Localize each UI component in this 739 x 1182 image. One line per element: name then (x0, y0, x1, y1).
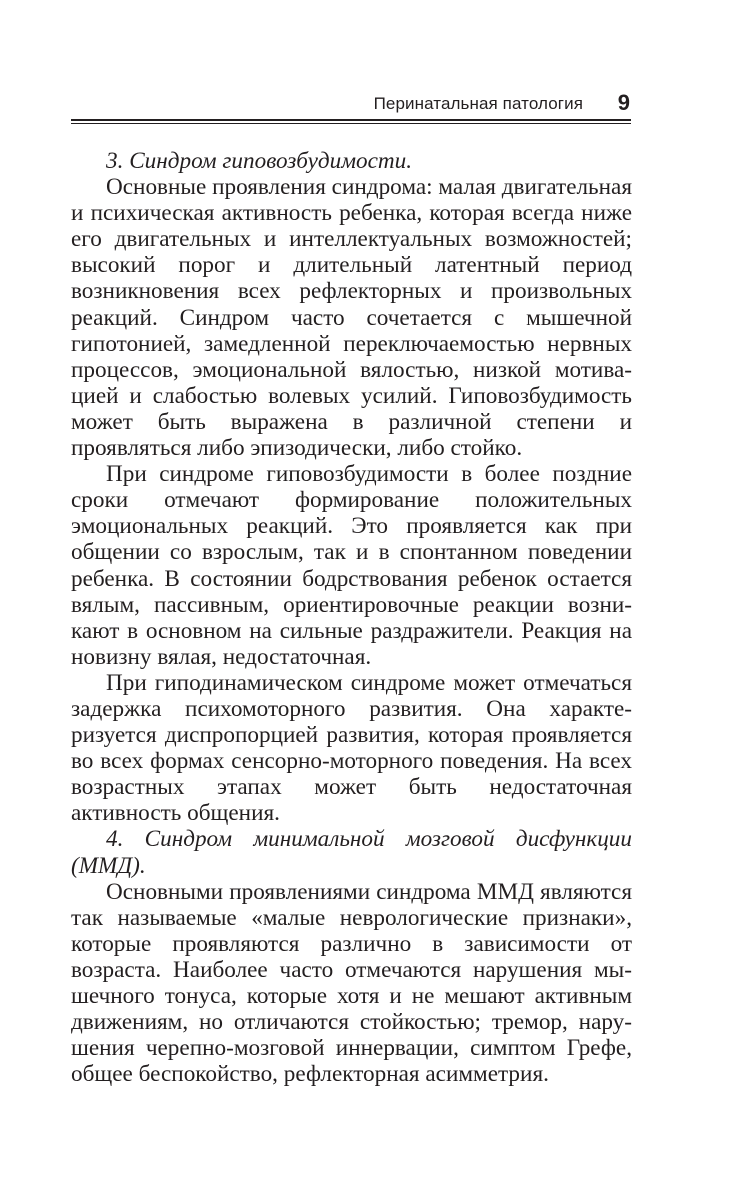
page-number: 9 (617, 90, 630, 115)
page-body (71, 148, 632, 1087)
section-heading-mmd: 4. Синдром минимальной мозговой дисфункции (ММД). (71, 826, 632, 879)
section-heading-hypoexcitability: 3. Синдром гиповозбудимости. (106, 148, 413, 174)
header-rule-thick (71, 119, 631, 121)
body-paragraph: При гиподинамическом синдроме может отмечаться задержка психомоторного развития. Она характеризуется диспропорцией развития, которая проявляется во всех формах сенсорно-моторного поведения. На всех возрастных этапах может быть недостаточная активность общения. (71, 669, 632, 827)
body-paragraph: При синдроме гиповозбудимости в более поздние сроки отмечают формирование положительных эмоциональных реакций. Это проявляется как при общении со взрослым, так и в спонтанном поведении ребенка. В состоянии бодрствования ребенок остается вялым, пассивным, ориентировочные реакции возникают в основном на сильные раздражители. Реакция на новизну вялая, недостаточная. (71, 461, 632, 670)
body-paragraph: Основными проявлениями синдрома ММД являются так называемые «малые неврологические признаки», которые проявляются различно в зависимости от возраста. Наиболее часто отмечаются нарушения мышечного тонуса, которые хотя и не мешают активным движениям, но отличаются стойкостью; тремор, нарушения черепно-мозговой иннервации, симптом Грефе, общее беспокойство, рефлекторная асимметрия. (71, 878, 632, 1088)
running-title: Перинатальная патология (373, 94, 583, 113)
body-paragraph: Основные проявления синдрома: малая двигательная и психическая активность ребенка, которая всегда ниже его двигательных и интеллектуальных возможностей; высокий порог и длительный латентный период возникновения всех рефлекторных и произвольных реакций. Синдром часто сочетается с мышечной гипотонией, замедленной переключаемостью нервных процессов, эмоциональной вялостью, низкой мотивацией и слабостью волевых усилий. Гиповозбудимость может быть выражена в различной степени и проявляться либо эпизодически, либо стойко. (71, 174, 632, 462)
header-rule-thin (71, 123, 631, 124)
running-header (71, 92, 631, 119)
